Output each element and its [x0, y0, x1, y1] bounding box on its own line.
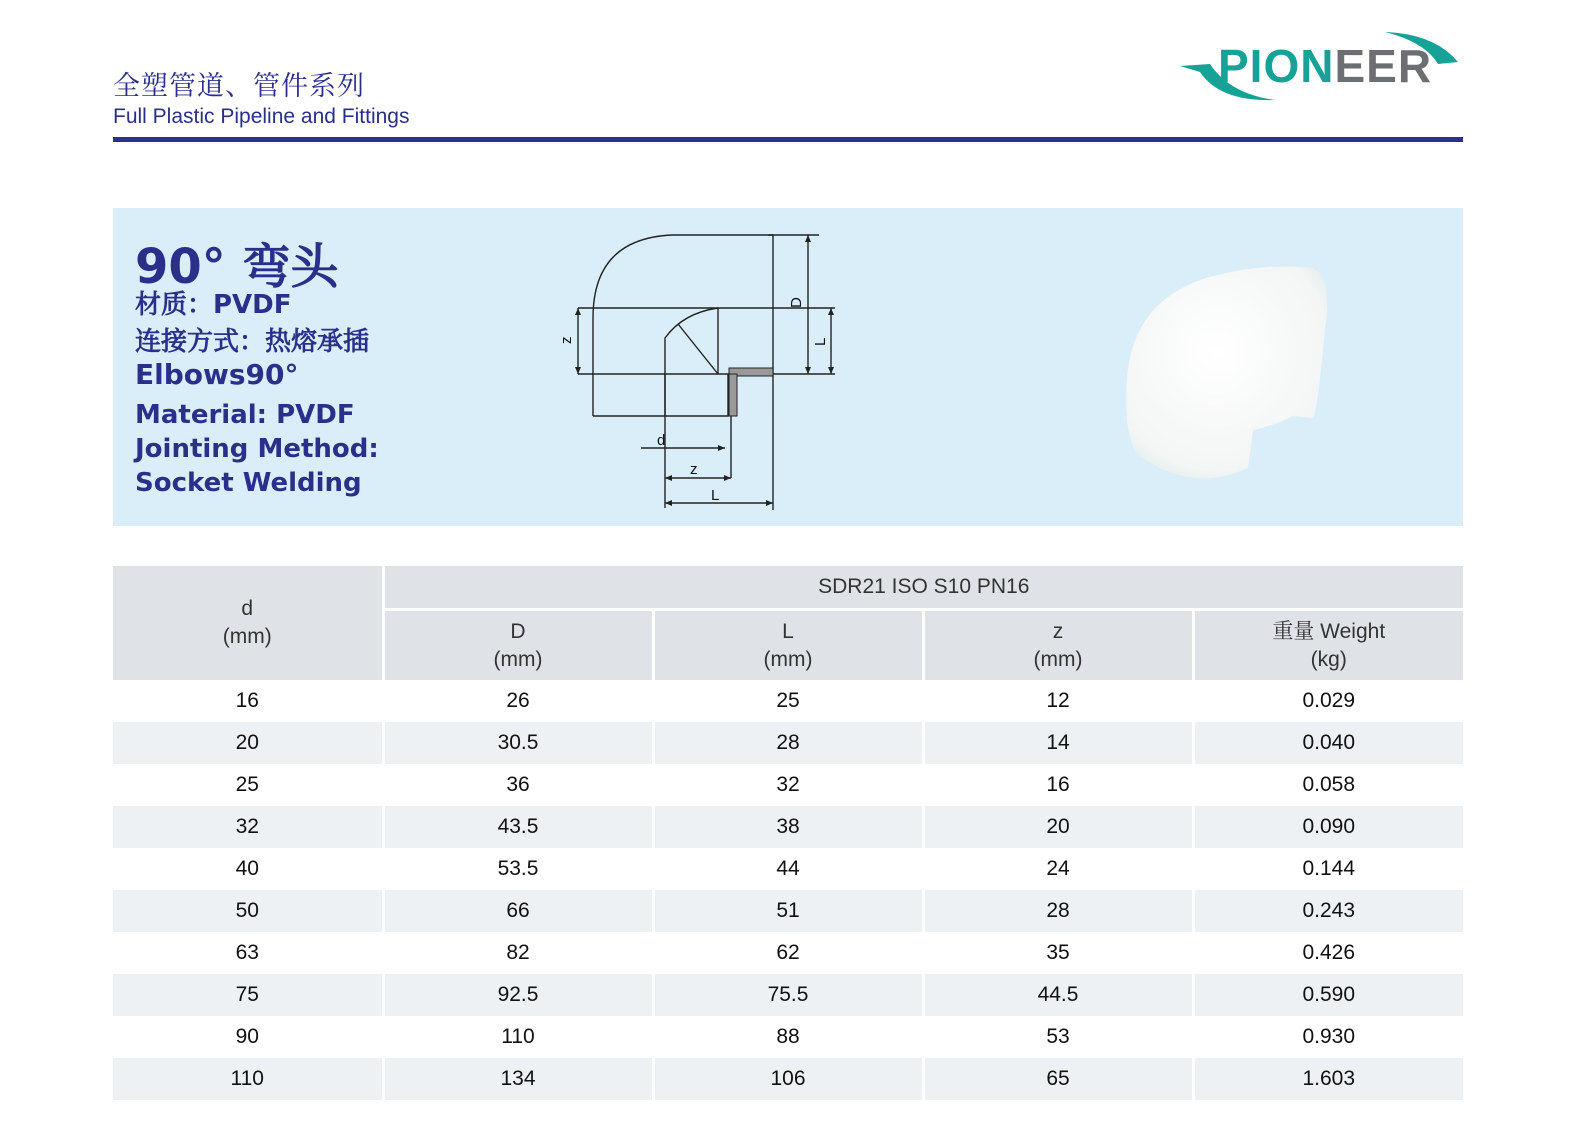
column-header-line2: (mm)	[763, 647, 813, 671]
column-header-z	[923, 610, 1193, 681]
header-rule	[113, 137, 1463, 142]
dimension-table	[113, 566, 1463, 1100]
cell-d: 63	[235, 941, 259, 964]
table-row	[113, 1058, 1463, 1100]
bore-diagonal-line	[678, 324, 718, 374]
elbow-product-photo	[1113, 258, 1333, 488]
cell-D: 92.5	[383, 974, 653, 1016]
arrowhead	[828, 308, 834, 315]
dim-label-d: d	[657, 432, 666, 449]
cell-z: 14	[923, 722, 1193, 764]
dim-label-L-bottom: L	[711, 487, 720, 504]
cell-weight: 0.090	[1193, 806, 1463, 848]
cell-z: 53	[923, 1016, 1193, 1058]
cell-d: 90	[235, 1025, 259, 1048]
elbow-outer-contour	[593, 235, 773, 416]
cell-weight: 0.243	[1193, 890, 1463, 932]
arrowhead	[805, 367, 811, 374]
column-header-line1: D	[510, 619, 526, 643]
cell-d: 75	[113, 974, 383, 1016]
cell-weight: 0.058	[1193, 764, 1463, 806]
arrowhead	[575, 308, 581, 315]
product-name-en: Elbows90°	[135, 358, 299, 391]
column-header-line1: z	[1052, 619, 1064, 643]
dim-label-z-bottom: z	[690, 461, 698, 478]
elbow-technical-drawing	[553, 228, 853, 528]
cell-weight: 0.426	[1193, 932, 1463, 974]
product-title: 90° 弯头	[135, 239, 339, 295]
socket-section-vertical	[729, 374, 737, 416]
cell-L: 62	[653, 932, 923, 974]
arrowhead	[665, 500, 672, 506]
dim-label-L-side: L	[812, 337, 829, 346]
column-header-line2: (kg)	[1310, 647, 1347, 671]
header-title-en: Full Plastic Pipeline and Fittings	[113, 105, 410, 128]
cell-D: 26	[383, 680, 653, 722]
cell-L: 28	[653, 722, 923, 764]
cell-d: 32	[113, 806, 383, 848]
column-header-line2: (mm)	[1033, 647, 1083, 671]
column-header-line1: 重量 Weight	[1272, 619, 1386, 643]
cell-D: 36	[383, 764, 653, 806]
arrowhead	[718, 445, 725, 451]
table-row	[113, 890, 1463, 932]
cell-L: 38	[653, 806, 923, 848]
cell-z: 28	[923, 890, 1193, 932]
cell-d: 25	[235, 773, 259, 796]
arrowhead	[828, 367, 834, 374]
cell-L: 44	[653, 848, 923, 890]
cell-D: 110	[383, 1016, 653, 1058]
arrowhead	[766, 500, 773, 506]
cell-D: 134	[383, 1058, 653, 1100]
column-header-D	[383, 610, 653, 681]
jointing-en-2: Socket Welding	[135, 468, 362, 498]
cell-weight: 0.040	[1193, 722, 1463, 764]
cell-z: 44.5	[923, 974, 1193, 1016]
cell-weight: 1.603	[1193, 1058, 1463, 1100]
cell-z: 65	[923, 1058, 1193, 1100]
elbow-inner-bore	[665, 308, 718, 416]
material-en: Material: PVDF	[135, 400, 355, 430]
jointing-en-1: Jointing Method:	[135, 434, 379, 464]
column-header-L	[653, 610, 923, 681]
jointing-cn: 连接方式：热熔承插	[135, 327, 370, 357]
product-panel	[113, 208, 1463, 526]
cell-weight: 0.590	[1193, 974, 1463, 1016]
cell-weight: 0.930	[1193, 1016, 1463, 1058]
cell-L: 75.5	[653, 974, 923, 1016]
cell-d: 40	[235, 857, 259, 880]
table-row	[113, 848, 1463, 890]
column-header-line1: L	[782, 619, 794, 643]
cell-weight: 0.029	[1193, 680, 1463, 722]
table-row	[113, 974, 1463, 1016]
table-row	[113, 932, 1463, 974]
elbow-body	[1126, 267, 1327, 479]
cell-L: 51	[653, 890, 923, 932]
header-title-cn: 全塑管道、管件系列	[113, 71, 365, 102]
cell-d: 110	[113, 1058, 383, 1100]
cell-L: 25	[653, 680, 923, 722]
cell-D: 43.5	[383, 806, 653, 848]
table-row	[113, 806, 1463, 848]
logo-text-part1: PION	[1218, 40, 1335, 92]
logo-text-part2: EER	[1334, 40, 1433, 92]
cell-d: 20	[113, 722, 383, 764]
arrowhead	[575, 367, 581, 374]
cell-D: 82	[383, 932, 653, 974]
column-header-d-line2: (mm)	[222, 625, 272, 648]
cell-D: 30.5	[383, 722, 653, 764]
table-row	[113, 1016, 1463, 1058]
cell-z: 12	[923, 680, 1193, 722]
cell-z: 16	[923, 764, 1193, 806]
cell-z: 20	[923, 806, 1193, 848]
dim-label-D: D	[788, 297, 805, 308]
cell-z: 35	[923, 932, 1193, 974]
arrowhead	[724, 475, 731, 481]
cell-D: 53.5	[383, 848, 653, 890]
cell-L: 106	[653, 1058, 923, 1100]
cell-z: 24	[923, 848, 1193, 890]
material-cn: 材质：PVDF	[135, 290, 292, 320]
table-row	[113, 680, 1463, 722]
arrowhead	[805, 235, 811, 242]
table-row	[113, 722, 1463, 764]
group-header: SDR21 ISO S10 PN16	[383, 566, 1463, 610]
cell-L: 88	[653, 1016, 923, 1058]
column-header-line2: (mm)	[493, 647, 543, 671]
cell-L: 32	[653, 764, 923, 806]
table-row	[113, 764, 1463, 806]
column-header-d	[113, 566, 383, 680]
pioneer-logo	[1180, 24, 1470, 104]
cell-weight: 0.144	[1193, 848, 1463, 890]
cell-D: 66	[383, 890, 653, 932]
socket-bottom-line	[593, 374, 728, 416]
column-header-weight	[1193, 610, 1463, 681]
cell-d: 16	[235, 689, 259, 712]
column-header-d-line1: d	[241, 597, 254, 620]
cell-d: 50	[113, 890, 383, 932]
dim-label-z-side: z	[558, 336, 575, 344]
arrowhead	[665, 475, 672, 481]
